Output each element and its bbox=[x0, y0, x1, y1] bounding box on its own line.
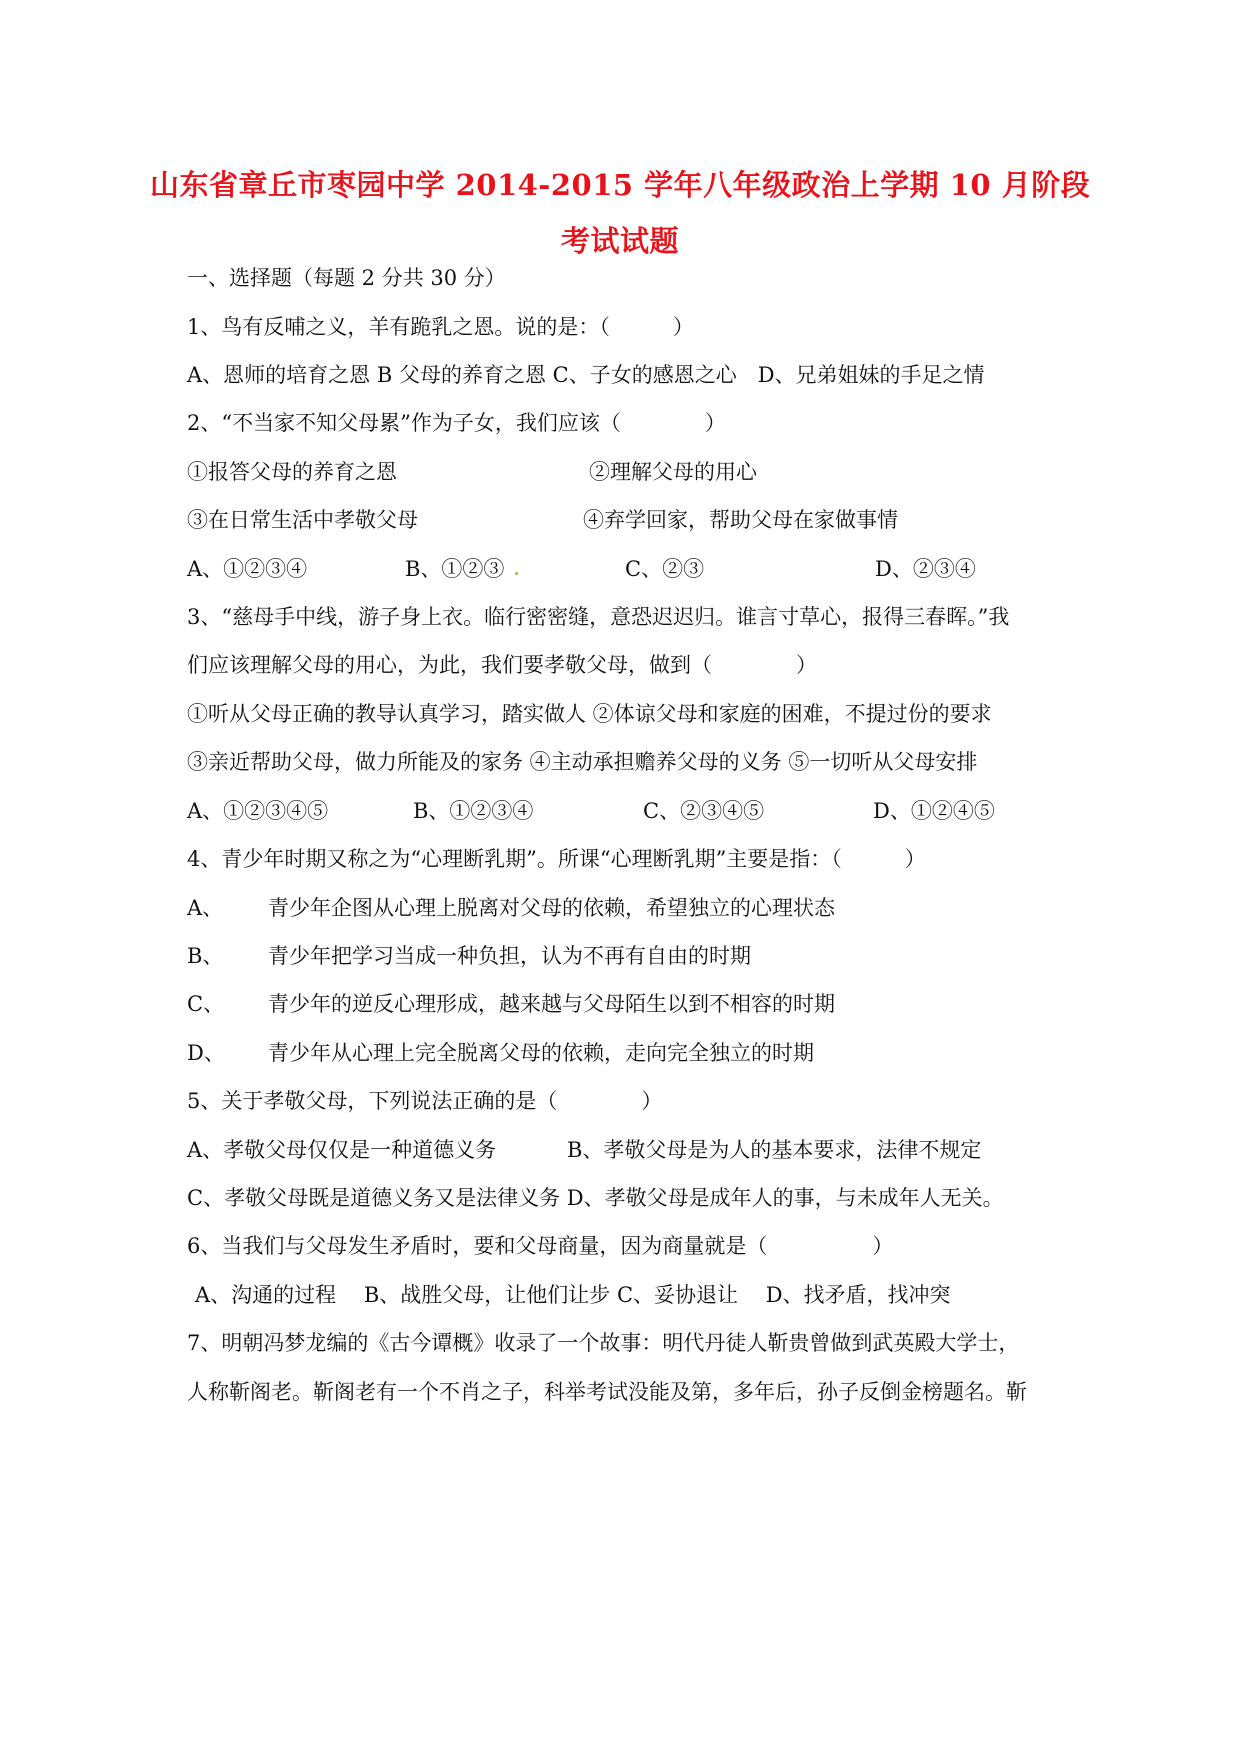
question-2-item-2: ②理解父母的用心 bbox=[589, 460, 757, 484]
question-5-option-a: A、孝敬父母仅仅是一种道德义务 bbox=[187, 1138, 497, 1162]
question-7-line1: 7、明朝冯梦龙编的《古今谭概》收录了一个故事：明代丹徒人靳贵曾做到武英殿大学士， bbox=[187, 1331, 1020, 1355]
question-2-option-c: C、②③ bbox=[625, 557, 705, 581]
stray-dot-mark bbox=[515, 572, 518, 575]
question-5-stem: 5、关于孝敬父母，下列说法正确的是（ ） bbox=[187, 1089, 663, 1113]
question-4-text-d: 青少年从心理上完全脱离父母的依赖，走向完全独立的时期 bbox=[268, 1041, 814, 1065]
question-2-option-b: B、①②③ bbox=[405, 557, 505, 581]
question-4-label-a: A、 bbox=[187, 896, 224, 920]
question-3-items-line1: ①听从父母正确的教导认真学习，踏实做人 ②体谅父母和家庭的困难，不提过份的要求 bbox=[187, 702, 992, 726]
section-heading: 一、选择题（每题 2 分共 30 分） bbox=[187, 266, 506, 290]
question-2-stem: 2、“不当家不知父母累”作为子女，我们应该（ ） bbox=[187, 411, 726, 435]
question-7-line2: 人称靳阁老。靳阁老有一个不肖之子，科举考试没能及第，多年后，孙子反倒金榜题名。靳 bbox=[187, 1380, 1027, 1404]
exam-title-line1: 山东省章丘市枣园中学 2014-2015 学年八年级政治上学期 10 月阶段 bbox=[150, 168, 1091, 202]
question-2-item-3: ③在日常生活中孝敬父母 bbox=[187, 508, 418, 532]
question-3-option-a: A、①②③④⑤ bbox=[187, 799, 329, 823]
question-4-label-c: C、 bbox=[187, 992, 225, 1016]
exam-title-line2: 考试试题 bbox=[560, 224, 679, 258]
question-3-option-c: C、②③④⑤ bbox=[643, 799, 765, 823]
question-3-option-b: B、①②③④ bbox=[413, 799, 534, 823]
question-3-stem-line2: 们应该理解父母的用心，为此，我们要孝敬父母，做到（ ） bbox=[187, 653, 817, 677]
question-2-item-4: ④弃学回家，帮助父母在家做事情 bbox=[583, 508, 898, 532]
question-3-stem-line1: 3、“慈母手中线，游子身上衣。临行密密缝，意恐迟迟归。谁言寸草心，报得三春晖。”我 bbox=[187, 605, 1010, 629]
question-2-option-a: A、①②③④ bbox=[187, 557, 308, 581]
question-4-label-b: B、 bbox=[187, 944, 224, 968]
question-1-stem: 1、鸟有反哺之义，羊有跪乳之恩。说的是：（ ） bbox=[187, 315, 694, 339]
question-1-options: A、恩师的培育之恩 B 父母的养育之恩 C、子女的感恩之心 D、兄弟姐妹的手足之情 bbox=[187, 363, 985, 387]
question-6-stem: 6、当我们与父母发生矛盾时，要和父母商量，因为商量就是（ ） bbox=[187, 1234, 894, 1258]
question-3-items-line2: ③亲近帮助父母，做力所能及的家务 ④主动承担赡养父母的义务 ⑤一切听从父母安排 bbox=[187, 750, 978, 774]
question-4-stem: 4、青少年时期又称之为“心理断乳期”。所课“心理断乳期”主要是指：（ ） bbox=[187, 847, 926, 871]
question-6-options: A、沟通的过程 B、战胜父母，让他们让步 C、妥协退让 D、找矛盾，找冲突 bbox=[195, 1283, 951, 1307]
question-2-option-d: D、②③④ bbox=[875, 557, 976, 581]
question-4-text-a: 青少年企图从心理上脱离对父母的依赖，希望独立的心理状态 bbox=[268, 896, 835, 920]
question-4-text-b: 青少年把学习当成一种负担，认为不再有自由的时期 bbox=[268, 944, 751, 968]
question-2-item-1: ①报答父母的养育之恩 bbox=[187, 460, 397, 484]
question-4-label-d: D、 bbox=[187, 1041, 225, 1065]
question-5-option-b: B、孝敬父母是为人的基本要求，法律不规定 bbox=[567, 1138, 982, 1162]
question-3-option-d: D、①②④⑤ bbox=[873, 799, 995, 823]
question-5-options-cd: C、孝敬父母既是道德义务又是法律义务 D、孝敬父母是成年人的事，与未成年人无关。 bbox=[187, 1186, 1004, 1210]
question-4-text-c: 青少年的逆反心理形成，越来越与父母陌生以到不相容的时期 bbox=[268, 992, 835, 1016]
